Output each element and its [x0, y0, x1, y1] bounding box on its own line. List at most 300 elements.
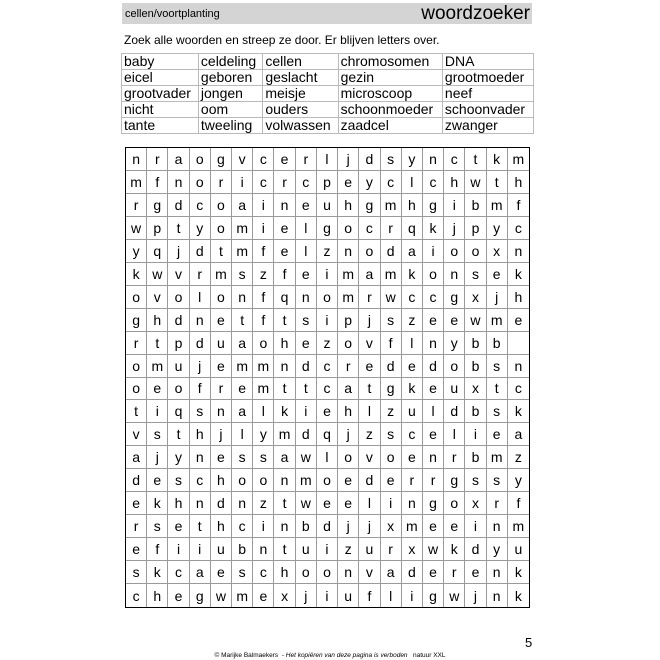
word-list-item: schoonmoeder: [338, 102, 442, 118]
grid-letter: n: [508, 355, 529, 378]
grid-letter: m: [487, 446, 508, 469]
grid-letter: e: [402, 355, 423, 378]
grid-letter: e: [211, 355, 232, 378]
grid-letter: h: [190, 423, 211, 446]
grid-letter: o: [253, 332, 274, 355]
grid-letter: b: [465, 400, 486, 423]
grid-letter: f: [147, 538, 168, 561]
grid-letter: h: [211, 469, 232, 492]
grid-letter: u: [211, 538, 232, 561]
grid-letter: a: [232, 400, 253, 423]
grid-letter: e: [402, 446, 423, 469]
grid-letter: [508, 332, 529, 355]
grid-letter: e: [338, 469, 359, 492]
grid-letter: n: [423, 148, 444, 171]
grid-letter: f: [253, 309, 274, 332]
grid-letter: j: [147, 446, 168, 469]
footer-series: natuur XXL: [412, 652, 446, 659]
grid-letter: d: [465, 538, 486, 561]
grid-letter: o: [211, 286, 232, 309]
word-search-grid: [125, 147, 530, 608]
grid-letter: f: [253, 286, 274, 309]
grid-letter: y: [253, 423, 274, 446]
grid-letter: u: [444, 378, 465, 401]
grid-letter: o: [317, 469, 338, 492]
grid-letter: m: [381, 194, 402, 217]
grid-letter: r: [211, 378, 232, 401]
grid-letter: b: [232, 538, 253, 561]
grid-letter: r: [296, 148, 317, 171]
grid-letter: g: [423, 584, 444, 607]
grid-letter: n: [423, 446, 444, 469]
grid-letter: e: [274, 217, 295, 240]
word-list-item: schoonvader: [442, 102, 533, 118]
grid-letter: n: [126, 148, 147, 171]
grid-letter: m: [232, 584, 253, 607]
grid-letter: r: [190, 263, 211, 286]
grid-letter: h: [444, 171, 465, 194]
grid-letter: a: [190, 561, 211, 584]
grid-letter: m: [381, 263, 402, 286]
grid-letter: o: [296, 561, 317, 584]
grid-letter: s: [147, 423, 168, 446]
grid-letter: h: [338, 194, 359, 217]
word-list-row: [122, 54, 534, 70]
grid-letter: w: [423, 538, 444, 561]
grid-letter: e: [274, 240, 295, 263]
grid-letter: e: [423, 515, 444, 538]
grid-letter: s: [381, 148, 402, 171]
grid-letter: t: [190, 515, 211, 538]
grid-letter: e: [338, 171, 359, 194]
grid-letter: q: [317, 423, 338, 446]
grid-letter: m: [338, 263, 359, 286]
grid-letter: h: [274, 561, 295, 584]
word-list-row: [122, 118, 534, 134]
grid-letter: n: [423, 332, 444, 355]
grid-letter: n: [211, 400, 232, 423]
word-list-item: chromosomen: [338, 54, 442, 70]
grid-letter: k: [147, 561, 168, 584]
grid-letter: o: [317, 286, 338, 309]
grid-letter: g: [147, 194, 168, 217]
grid-letter: f: [381, 332, 402, 355]
grid-letter: n: [274, 469, 295, 492]
grid-letter: i: [465, 515, 486, 538]
grid-letter: v: [126, 423, 147, 446]
grid-letter: o: [444, 240, 465, 263]
grid-letter: r: [126, 194, 147, 217]
footer: [0, 652, 660, 659]
grid-letter: c: [126, 584, 147, 607]
grid-letter: e: [253, 584, 274, 607]
word-list-item: jongen: [198, 86, 262, 102]
grid-letter: f: [508, 492, 529, 515]
grid-letter: o: [211, 194, 232, 217]
grid-letter: t: [168, 423, 189, 446]
grid-letter: a: [168, 148, 189, 171]
grid-letter: i: [168, 538, 189, 561]
grid-letter: t: [147, 332, 168, 355]
grid-letter: k: [147, 492, 168, 515]
grid-letter: e: [147, 378, 168, 401]
grid-letter: i: [317, 584, 338, 607]
grid-letter: e: [317, 492, 338, 515]
grid-letter: u: [211, 332, 232, 355]
grid-letter: m: [232, 240, 253, 263]
grid-letter: e: [317, 400, 338, 423]
grid-letter: c: [317, 355, 338, 378]
grid-letter: s: [487, 355, 508, 378]
grid-letter: m: [487, 309, 508, 332]
grid-letter: d: [296, 355, 317, 378]
grid-letter: e: [423, 309, 444, 332]
grid-letter: f: [190, 378, 211, 401]
grid-letter: u: [402, 400, 423, 423]
grid-letter: j: [359, 515, 380, 538]
grid-letter: l: [444, 423, 465, 446]
grid-letter: y: [487, 538, 508, 561]
grid-letter: o: [190, 148, 211, 171]
grid-letter: h: [508, 286, 529, 309]
grid-letter: n: [274, 515, 295, 538]
grid-letter: a: [338, 378, 359, 401]
word-list-item: geslacht: [263, 70, 338, 86]
grid-letter: u: [338, 584, 359, 607]
grid-letter: m: [508, 515, 529, 538]
grid-letter: b: [465, 332, 486, 355]
grid-letter: j: [359, 309, 380, 332]
grid-letter: v: [168, 263, 189, 286]
grid-letter: c: [253, 171, 274, 194]
grid-letter: w: [465, 309, 486, 332]
grid-letter: o: [317, 561, 338, 584]
grid-letter: r: [126, 515, 147, 538]
grid-letter: q: [402, 217, 423, 240]
grid-letter: o: [444, 492, 465, 515]
grid-letter: t: [465, 148, 486, 171]
grid-letter: n: [508, 240, 529, 263]
grid-letter: e: [296, 263, 317, 286]
grid-letter: z: [381, 400, 402, 423]
grid-letter: o: [232, 469, 253, 492]
grid-letter: m: [232, 217, 253, 240]
grid-letter: l: [359, 492, 380, 515]
grid-letter: s: [232, 446, 253, 469]
grid-letter: m: [338, 286, 359, 309]
page-header: [122, 3, 532, 24]
grid-letter: a: [359, 263, 380, 286]
grid-letter: e: [465, 561, 486, 584]
grid-letter: k: [423, 217, 444, 240]
grid-letter: y: [190, 217, 211, 240]
grid-letter: r: [381, 217, 402, 240]
grid-letter: u: [508, 538, 529, 561]
grid-letter: t: [274, 309, 295, 332]
grid-letter: a: [381, 561, 402, 584]
grid-letter: u: [168, 355, 189, 378]
grid-letter: e: [338, 492, 359, 515]
grid-letter: s: [487, 469, 508, 492]
instruction-text: Zoek alle woorden en streep ze door. Er blijven letters over.: [124, 33, 440, 47]
grid-letter: p: [338, 309, 359, 332]
grid-letter: n: [190, 446, 211, 469]
word-list-item: grootvader: [122, 86, 199, 102]
word-list-item: cellen: [263, 54, 338, 70]
grid-letter: d: [402, 561, 423, 584]
grid-letter: e: [232, 378, 253, 401]
grid-letter: m: [508, 148, 529, 171]
grid-letter: q: [147, 240, 168, 263]
grid-letter: z: [508, 446, 529, 469]
grid-letter: h: [508, 171, 529, 194]
grid-letter: j: [296, 584, 317, 607]
grid-letter: k: [402, 378, 423, 401]
grid-letter: l: [296, 217, 317, 240]
grid-letter: f: [147, 171, 168, 194]
grid-letter: b: [487, 332, 508, 355]
grid-letter: t: [211, 240, 232, 263]
word-list-item: microscoop: [338, 86, 442, 102]
word-list-item: meisje: [263, 86, 338, 102]
grid-letter: v: [359, 332, 380, 355]
grid-letter: c: [317, 378, 338, 401]
grid-letter: c: [190, 469, 211, 492]
grid-letter: e: [444, 515, 465, 538]
grid-letter: o: [211, 217, 232, 240]
grid-letter: e: [381, 469, 402, 492]
grid-letter: i: [423, 240, 444, 263]
grid-letter: e: [211, 446, 232, 469]
grid-letter: n: [487, 584, 508, 607]
grid-letter: g: [444, 469, 465, 492]
grid-letter: g: [423, 194, 444, 217]
grid-letter: j: [168, 240, 189, 263]
grid-letter: r: [147, 148, 168, 171]
grid-letter: n: [487, 561, 508, 584]
grid-letter: n: [487, 515, 508, 538]
grid-letter: c: [423, 286, 444, 309]
grid-letter: k: [402, 263, 423, 286]
grid-letter: k: [444, 538, 465, 561]
grid-letter: l: [359, 400, 380, 423]
grid-letter: s: [487, 400, 508, 423]
grid-letter: t: [296, 378, 317, 401]
page-number: 5: [525, 635, 533, 650]
word-list-item: celdeling: [198, 54, 262, 70]
grid-letter: i: [317, 538, 338, 561]
word-list-row: [122, 86, 534, 102]
grid-letter: i: [444, 194, 465, 217]
grid-letter: d: [126, 469, 147, 492]
grid-letter: x: [465, 286, 486, 309]
footer-author: © Marijke Balmaekers: [214, 652, 279, 659]
grid-letter: g: [211, 148, 232, 171]
grid-letter: s: [465, 263, 486, 286]
grid-letter: s: [232, 561, 253, 584]
page-title: woordzoeker: [421, 2, 530, 24]
grid-letter: x: [381, 515, 402, 538]
grid-letter: m: [211, 263, 232, 286]
grid-letter: n: [190, 309, 211, 332]
word-list-item: tante: [122, 118, 199, 134]
grid-letter: n: [168, 171, 189, 194]
grid-letter: u: [317, 194, 338, 217]
grid-letter: o: [126, 355, 147, 378]
grid-letter: s: [465, 469, 486, 492]
grid-letter: j: [444, 217, 465, 240]
grid-letter: a: [402, 240, 423, 263]
word-list-item: tweeling: [198, 118, 262, 134]
grid-letter: e: [211, 309, 232, 332]
grid-letter: n: [253, 538, 274, 561]
grid-letter: w: [296, 492, 317, 515]
grid-letter: x: [465, 492, 486, 515]
word-list-item: zaadcel: [338, 118, 442, 134]
grid-letter: v: [359, 561, 380, 584]
grid-letter: e: [126, 492, 147, 515]
grid-letter: s: [296, 309, 317, 332]
grid-letter: e: [423, 378, 444, 401]
grid-letter: z: [253, 492, 274, 515]
grid-letter: i: [147, 400, 168, 423]
grid-letter: w: [444, 584, 465, 607]
grid-letter: m: [274, 423, 295, 446]
grid-letter: y: [126, 240, 147, 263]
grid-letter: t: [487, 378, 508, 401]
grid-letter: y: [508, 469, 529, 492]
grid-letter: z: [317, 332, 338, 355]
grid-letter: d: [381, 240, 402, 263]
grid-letter: m: [487, 194, 508, 217]
word-list-item: ouders: [263, 102, 338, 118]
grid-letter: l: [381, 584, 402, 607]
grid-letter: n: [444, 263, 465, 286]
grid-letter: d: [190, 332, 211, 355]
grid-letter: g: [190, 584, 211, 607]
grid-letter: d: [168, 309, 189, 332]
grid-letter: b: [465, 355, 486, 378]
grid-letter: r: [274, 171, 295, 194]
grid-letter: k: [508, 561, 529, 584]
grid-letter: u: [359, 538, 380, 561]
grid-letter: o: [190, 171, 211, 194]
grid-letter: n: [274, 194, 295, 217]
grid-letter: a: [232, 194, 253, 217]
grid-letter: w: [296, 446, 317, 469]
grid-letter: y: [444, 332, 465, 355]
grid-letter: o: [168, 378, 189, 401]
grid-letter: x: [465, 378, 486, 401]
grid-letter: h: [338, 400, 359, 423]
grid-letter: c: [402, 286, 423, 309]
grid-letter: g: [126, 309, 147, 332]
grid-letter: l: [423, 400, 444, 423]
grid-letter: c: [190, 194, 211, 217]
grid-letter: c: [253, 561, 274, 584]
grid-letter: s: [381, 423, 402, 446]
grid-letter: l: [402, 171, 423, 194]
grid-letter: e: [487, 423, 508, 446]
grid-letter: r: [359, 286, 380, 309]
grid-letter: o: [338, 446, 359, 469]
grid-letter: l: [402, 332, 423, 355]
grid-letter: n: [338, 561, 359, 584]
grid-letter: f: [274, 263, 295, 286]
grid-letter: l: [232, 423, 253, 446]
grid-letter: d: [168, 194, 189, 217]
grid-letter: b: [465, 194, 486, 217]
grid-letter: j: [338, 148, 359, 171]
grid-letter: s: [253, 446, 274, 469]
grid-letter: n: [190, 492, 211, 515]
grid-letter: i: [190, 538, 211, 561]
grid-letter: l: [317, 148, 338, 171]
grid-letter: j: [338, 423, 359, 446]
grid-letter: g: [423, 492, 444, 515]
grid-letter: t: [274, 492, 295, 515]
grid-letter: h: [168, 492, 189, 515]
grid-letter: b: [296, 515, 317, 538]
grid-letter: y: [168, 446, 189, 469]
word-list-item: DNA: [442, 54, 533, 70]
grid-letter: d: [211, 492, 232, 515]
grid-letter: c: [423, 171, 444, 194]
grid-letter: g: [444, 286, 465, 309]
grid-letter: c: [296, 171, 317, 194]
grid-letter: d: [444, 400, 465, 423]
word-list-item: gezin: [338, 70, 442, 86]
grid-letter: t: [168, 217, 189, 240]
grid-letter: w: [465, 171, 486, 194]
grid-letter: s: [381, 309, 402, 332]
grid-letter: c: [253, 148, 274, 171]
grid-letter: w: [126, 217, 147, 240]
grid-letter: c: [381, 171, 402, 194]
grid-letter: j: [211, 423, 232, 446]
grid-letter: k: [126, 263, 147, 286]
grid-letter: n: [232, 286, 253, 309]
grid-letter: i: [465, 423, 486, 446]
grid-letter: c: [508, 217, 529, 240]
word-list-item: grootmoeder: [442, 70, 533, 86]
word-list-item: geboren: [198, 70, 262, 86]
grid-letter: i: [317, 309, 338, 332]
grid-letter: x: [402, 538, 423, 561]
grid-letter: z: [338, 538, 359, 561]
grid-letter: r: [126, 332, 147, 355]
grid-letter: e: [296, 194, 317, 217]
grid-letter: e: [296, 332, 317, 355]
grid-letter: e: [147, 469, 168, 492]
grid-letter: v: [232, 148, 253, 171]
grid-letter: o: [338, 217, 359, 240]
grid-letter: w: [147, 263, 168, 286]
grid-letter: e: [126, 538, 147, 561]
grid-letter: v: [147, 286, 168, 309]
grid-letter: p: [168, 332, 189, 355]
grid-letter: c: [232, 515, 253, 538]
grid-letter: j: [338, 515, 359, 538]
grid-letter: z: [253, 263, 274, 286]
grid-letter: j: [465, 584, 486, 607]
grid-letter: o: [381, 446, 402, 469]
grid-letter: i: [253, 217, 274, 240]
grid-letter: d: [296, 423, 317, 446]
grid-letter: t: [126, 400, 147, 423]
grid-letter: t: [487, 171, 508, 194]
word-list-item: volwassen: [263, 118, 338, 134]
